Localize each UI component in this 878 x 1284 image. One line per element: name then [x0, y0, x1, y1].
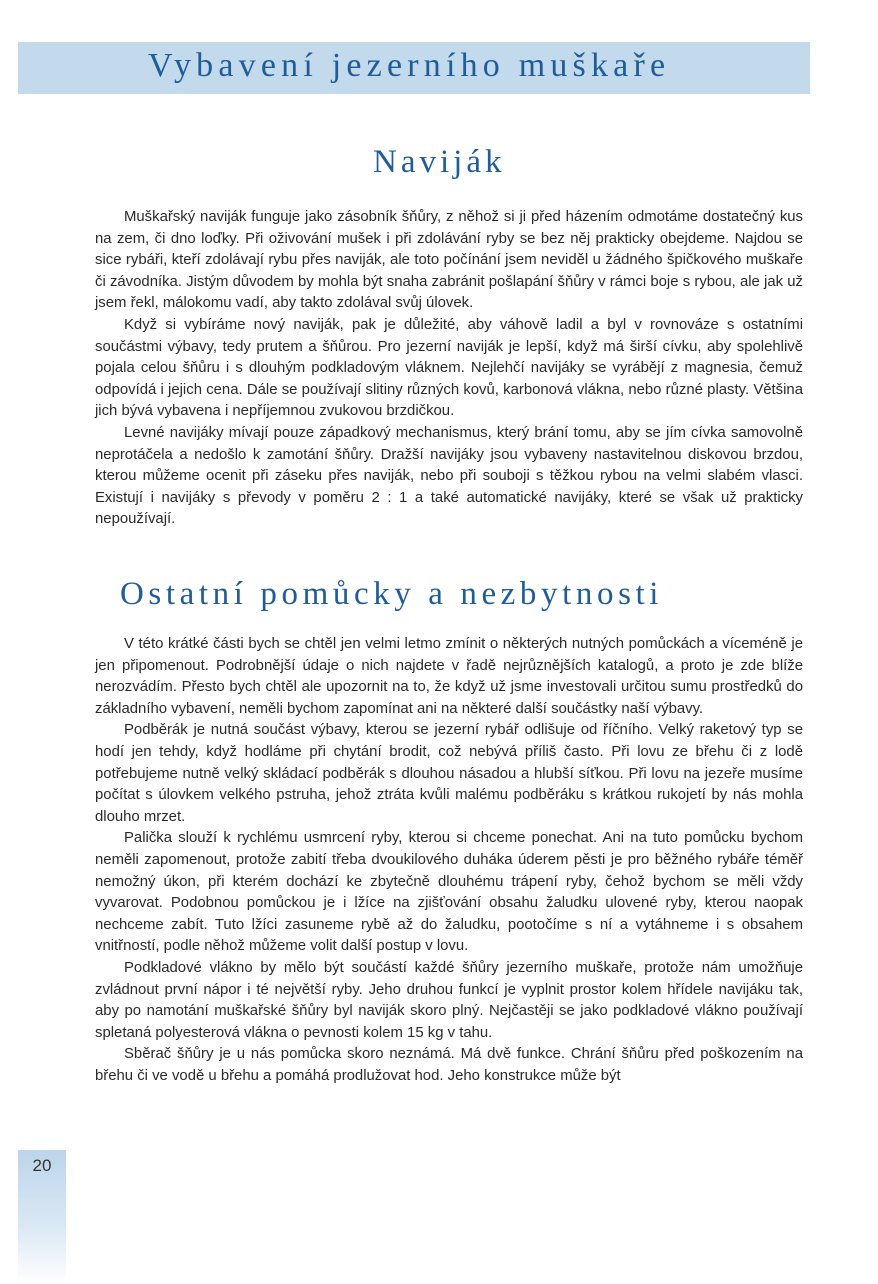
- paragraph: V této krátké části bych se chtěl jen velmi letmo zmínit o některých nutných pomůckách a víceméně je jen připomenout. Podrobnější údaje o nich najdete v řadě nejrůznějších katalogů, a proto je zde blíže nerozvádím. Přesto bych chtěl ale upozornit na to, že když už jsme investovali určitou sumu prostředků do základního vybavení, neměli bychom zapomínat ani na některé další součástky naší výbavy.: [95, 636, 803, 717]
- paragraph: Palička slouží k rychlému usmrcení ryby, kterou si chceme ponechat. Ani na tuto pomůcku bychom neměli zapomenout, protože zabití třeba dvoukilového duháka úderem pěsti je pro běžného rybáře téměř nemožný úkon, při kterém dochází ke zbytečně dlouhému trápení ryby, čehož bychom se měli vždy vyvarovat. Podobnou pomůckou je i lžíce na zjišťování obsahu žaludku ulovené ryby, kterou naopak nechceme zabít. Tuto lžíci zasuneme rybě až do žaludku, pootočíme s ní a vytáhneme i s obsahem vnitřností, podle něhož můžeme volit další postup v lovu.: [95, 830, 803, 955]
- chapter-title: Vybavení jezerního muškaře: [148, 47, 671, 84]
- paragraph: Když si vybíráme nový naviják, pak je důležité, aby váhově ladil a byl v rovnováze s ostatními součástmi výbavy, tedy prutem a šňůrou. Pro jezerní naviják je lepší, když má širší cívku, aby spolehlivě pojala celou šňůru i s dlouhým podkladovým vláknem. Nejlehčí navijáky se vyrábějí z magnesia, čemuž odpovídá i jejich cena. Dále se používají slitiny různých kovů, karbonová vlákna, nebo různé plasty. Většina jich bývá vybavena i nepříjemnou zvukovou brzdičkou.: [95, 316, 803, 420]
- paragraph: Sběrač šňůry je u nás pomůcka skoro neznámá. Má dvě funkce. Chrání šňůru před poškozením na břehu či ve vodě u břehu a pomáhá prodlužovat hod. Jeho konstrukce může být: [95, 1046, 803, 1084]
- section-body-navijak: [95, 207, 803, 531]
- paragraph: Levné navijáky mívají pouze západkový mechanismus, který brání tomu, aby se jím cívka samovolně neprotáčela a nedošlo k zamotání šňůry. Dražší navijáky jsou vybaveny nastavitelnou diskovou brzdou, kterou můžeme ocenit při záseku přes naviják, nebo při souboji s těžkou rybou na velmi slabém vlasci. Existují i navijáky s převody v poměru 2 : 1 a také automatické navijáky, které se však už prakticky nepoužívají.: [95, 424, 803, 528]
- section-body-ostatni-pomucky: [95, 634, 803, 1087]
- section-title-ostatni-pomucky: Ostatní pomůcky a nezbytnosti: [120, 576, 664, 612]
- paragraph: Podběrák je nutná součást výbavy, kterou se jezerní rybář odlišuje od říčního. Velký raketový typ se hodí jen tehdy, když hodláme při chytání brodit, což nebývá příliš často. Při lovu ze břehu či z lodě potřebujeme nutně velký skládací podběrák s dlouhou násadou a hlubší síťkou. Při lovu na jezeře musíme počítat s úlovkem velkého pstruha, jehož ztráta kvůli malému podběráku s krátkou rukojetí by nás mohla dlouho mrzet.: [95, 722, 803, 825]
- paragraph: Podkladové vlákno by mělo být součástí každé šňůry jezerního muškaře, protože nám umožňuje zvládnout první nápor i té největší ryby. Jeho druhou funkcí je vyplnit prostor kolem hřídele navijáku tak, aby po namotání muškařské šňůry byl naviják skoro plný. Nejčastěji se jako podkladové vlákno používají spletaná polyesterová vlákna o pevnosti kolem 15 kg v tahu.: [95, 959, 803, 1041]
- page-number: 20: [32, 1156, 52, 1175]
- paragraph: Muškařský naviják funguje jako zásobník šňůry, z něhož si ji před házením odmotáme dostatečný kus na zem, či dno loďky. Při oživování mušek i při zdolávání ryby se bez něj prakticky obejdeme. Najdou se sice rybáři, kteří zdolávají rybu přes naviják, ale toto počínání jsem neviděl u žádného špičkového muškaře či závodníka. Jistým důvodem by mohla být snaha zabránit pošlapání šňůry v rámci boje s rybou, ale jak už jsem řekl, málokomu vadí, aby takto zdolával svůj úlovek.: [95, 209, 803, 312]
- section-title-navijak: Naviják: [373, 144, 506, 180]
